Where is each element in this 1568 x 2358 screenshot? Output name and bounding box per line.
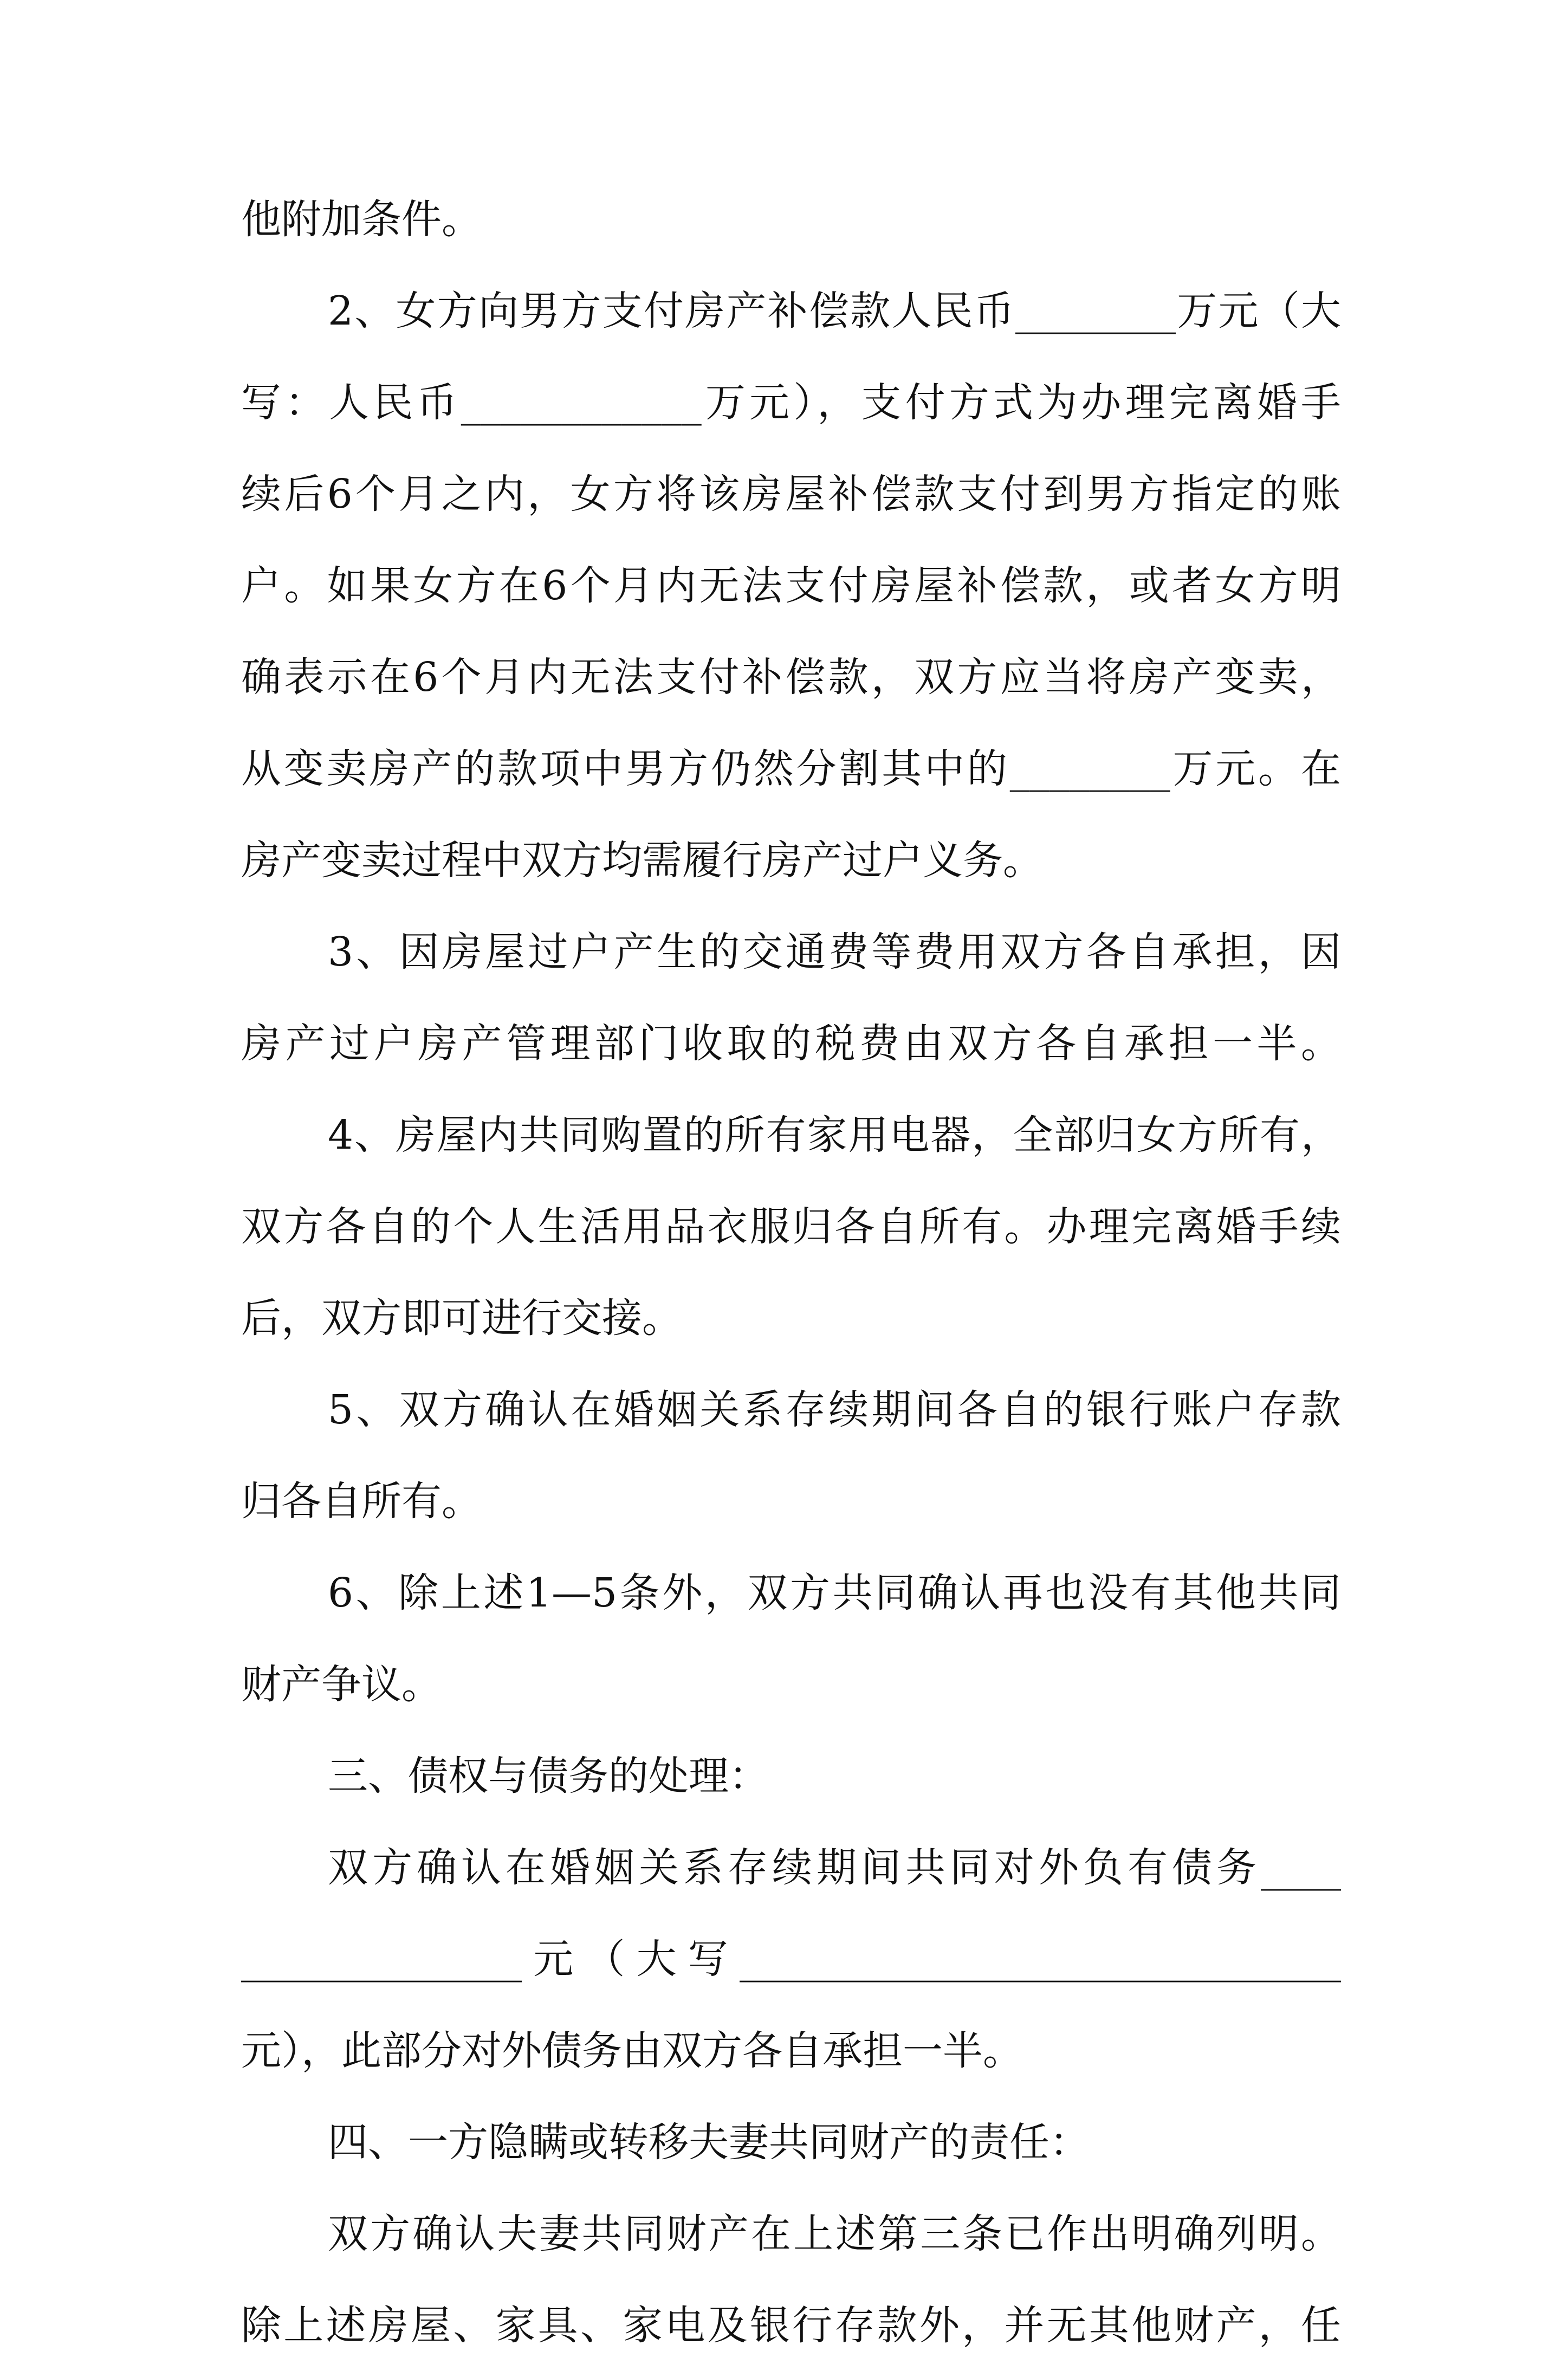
- text-line-6: 确表示在6个月内无法支付补偿款，双方应当将房产变卖，: [241, 654, 1341, 701]
- text-line-12: 双方各自的个人生活用品衣服归各自所有。办理完离婚手续: [241, 1203, 1341, 1250]
- text-line-19: 双方确认在婚姻关系存续期间共同对外负有债务____: [328, 1844, 1341, 1891]
- text-line-17: 财产争议。: [241, 1661, 442, 1708]
- text-line-7: 从变卖房产的款项中男方仍然分割其中的________万元。在: [241, 746, 1341, 792]
- text-line-10: 房产过户房产管理部门收取的税费由双方各自承担一半。: [241, 1020, 1341, 1067]
- text-line-2: 2、女方向男方支付房产补偿款人民币________万元（大: [328, 288, 1341, 334]
- section-heading-debts: 三、债权与债务的处理：: [328, 1753, 769, 1799]
- section-heading-concealment: 四、一方隐瞒或转移夫妻共同财产的责任：: [328, 2119, 1090, 2166]
- text-line-15: 归各自所有。: [241, 1478, 482, 1525]
- text-line-8: 房产变卖过程中双方均需履行房产过户义务。: [241, 837, 1043, 884]
- text-line-20: ______________元（大写______________________________: [241, 1936, 1341, 1983]
- text-line-16: 6、除上述1—5条外，双方共同确认再也没有其他共同: [328, 1570, 1341, 1616]
- text-line-11: 4、房屋内共同购置的所有家用电器，全部归女方所有，: [328, 1112, 1341, 1158]
- text-line-23: 双方确认夫妻共同财产在上述第三条已作出明确列明。: [328, 2211, 1341, 2257]
- text-line-21: 元），此部分对外债务由双方各自承担一半。: [241, 2027, 1023, 2074]
- text-line-3: 写：人民币____________万元），支付方式为办理完离婚手: [241, 379, 1341, 426]
- text-line-14: 5、双方确认在婚姻关系存续期间各自的银行账户存款: [328, 1387, 1341, 1433]
- text-line-4: 续后6个月之内，女方将该房屋补偿款支付到男方指定的账: [241, 471, 1341, 517]
- text-line-9: 3、因房屋过户产生的交通费等费用双方各自承担，因: [328, 929, 1341, 975]
- text-line-24: 除上述房屋、家具、家电及银行存款外，并无其他财产，任: [241, 2302, 1341, 2349]
- text-line-13: 后，双方即可进行交接。: [241, 1295, 682, 1342]
- text-line-5: 户。如果女方在6个月内无法支付房屋补偿款，或者女方明: [241, 562, 1341, 609]
- text-line-1: 他附加条件。: [241, 196, 482, 243]
